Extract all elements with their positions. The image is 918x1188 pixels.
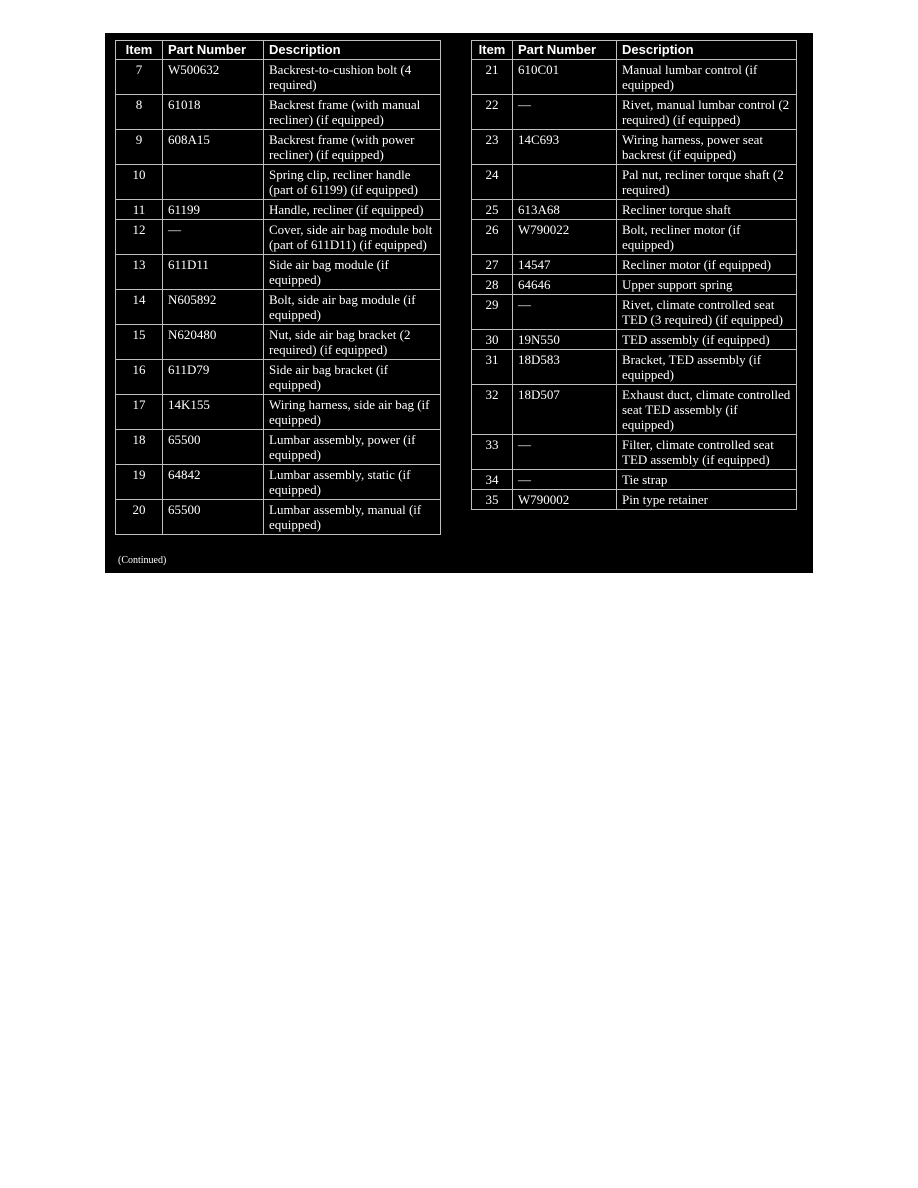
table-header-row (472, 41, 797, 60)
table-row (472, 350, 797, 385)
part-number-cell: W790002 (513, 490, 617, 510)
description-cell: Pal nut, recliner torque shaft (2 required) (617, 165, 797, 200)
table-row (472, 435, 797, 470)
item-cell: 28 (472, 275, 513, 295)
item-cell: 11 (116, 200, 163, 220)
part-number-cell: 14C693 (513, 130, 617, 165)
parts-table-right (471, 40, 797, 510)
item-cell: 19 (116, 465, 163, 500)
description-cell: Recliner torque shaft (617, 200, 797, 220)
table-row (472, 220, 797, 255)
table-row (116, 255, 441, 290)
description-cell: Handle, recliner (if equipped) (264, 200, 441, 220)
part-number-cell: — (513, 95, 617, 130)
item-cell: 9 (116, 130, 163, 165)
description-cell: Backrest frame (with manual recliner) (if equipped) (264, 95, 441, 130)
description-cell: Lumbar assembly, static (if equipped) (264, 465, 441, 500)
part-number-cell: 14K155 (163, 395, 264, 430)
part-number-cell: — (513, 435, 617, 470)
table-row (472, 130, 797, 165)
item-cell: 21 (472, 60, 513, 95)
item-cell: 34 (472, 470, 513, 490)
table-row (472, 470, 797, 490)
table-row (116, 465, 441, 500)
item-cell: 31 (472, 350, 513, 385)
parts-table-left (115, 40, 441, 535)
description-cell: Filter, climate controlled seat TED assembly (if equipped) (617, 435, 797, 470)
description-cell: Bolt, recliner motor (if equipped) (617, 220, 797, 255)
table-row (472, 295, 797, 330)
description-cell: Lumbar assembly, manual (if equipped) (264, 500, 441, 535)
table-row (116, 430, 441, 465)
table-header-row (116, 41, 441, 60)
part-number-cell (163, 165, 264, 200)
item-cell: 27 (472, 255, 513, 275)
item-cell: 13 (116, 255, 163, 290)
table-row (116, 290, 441, 325)
item-cell: 10 (116, 165, 163, 200)
part-number-cell: W790022 (513, 220, 617, 255)
part-number-cell: 14547 (513, 255, 617, 275)
part-number-cell: 18D583 (513, 350, 617, 385)
item-cell: 35 (472, 490, 513, 510)
description-cell: Backrest frame (with power recliner) (if equipped) (264, 130, 441, 165)
table-row (116, 95, 441, 130)
part-number-column-header: Part Number (513, 41, 617, 60)
part-number-cell: 611D79 (163, 360, 264, 395)
part-number-cell: 65500 (163, 500, 264, 535)
description-cell: Spring clip, recliner handle (part of 61199) (if equipped) (264, 165, 441, 200)
part-number-cell: 610C01 (513, 60, 617, 95)
parts-table-image (105, 33, 813, 573)
part-number-cell: 608A15 (163, 130, 264, 165)
description-column-header: Description (264, 41, 441, 60)
item-cell: 18 (116, 430, 163, 465)
table-row (116, 395, 441, 430)
description-cell: Rivet, climate controlled seat TED (3 required) (if equipped) (617, 295, 797, 330)
table-row (472, 490, 797, 510)
description-cell: Upper support spring (617, 275, 797, 295)
description-cell: Wiring harness, side air bag (if equipped) (264, 395, 441, 430)
part-number-cell: 61199 (163, 200, 264, 220)
description-cell: TED assembly (if equipped) (617, 330, 797, 350)
description-cell: Side air bag module (if equipped) (264, 255, 441, 290)
item-cell: 26 (472, 220, 513, 255)
part-number-cell: 65500 (163, 430, 264, 465)
description-cell: Recliner motor (if equipped) (617, 255, 797, 275)
item-cell: 29 (472, 295, 513, 330)
description-cell: Bolt, side air bag module (if equipped) (264, 290, 441, 325)
part-number-cell: 18D507 (513, 385, 617, 435)
item-cell: 20 (116, 500, 163, 535)
description-cell: Pin type retainer (617, 490, 797, 510)
table-row (116, 60, 441, 95)
part-number-column-header: Part Number (163, 41, 264, 60)
part-number-cell: 611D11 (163, 255, 264, 290)
description-cell: Tie strap (617, 470, 797, 490)
item-cell: 15 (116, 325, 163, 360)
table-row (116, 200, 441, 220)
item-cell: 7 (116, 60, 163, 95)
part-number-cell: — (163, 220, 264, 255)
table-row (116, 500, 441, 535)
item-cell: 8 (116, 95, 163, 130)
part-number-cell: 19N550 (513, 330, 617, 350)
table-row (472, 330, 797, 350)
item-column-header: Item (472, 41, 513, 60)
table-row (472, 255, 797, 275)
part-number-cell: 613A68 (513, 200, 617, 220)
item-cell: 12 (116, 220, 163, 255)
part-number-cell: — (513, 295, 617, 330)
table-row (472, 200, 797, 220)
item-cell: 17 (116, 395, 163, 430)
table-row (472, 165, 797, 200)
item-column-header: Item (116, 41, 163, 60)
part-number-cell: 64646 (513, 275, 617, 295)
description-cell: Rivet, manual lumbar control (2 required) (if equipped) (617, 95, 797, 130)
description-cell: Side air bag bracket (if equipped) (264, 360, 441, 395)
item-cell: 23 (472, 130, 513, 165)
item-cell: 14 (116, 290, 163, 325)
part-number-cell: — (513, 470, 617, 490)
description-cell: Nut, side air bag bracket (2 required) (if equipped) (264, 325, 441, 360)
table-row (472, 385, 797, 435)
item-cell: 24 (472, 165, 513, 200)
description-column-header: Description (617, 41, 797, 60)
part-number-cell (513, 165, 617, 200)
table-row (116, 165, 441, 200)
description-cell: Lumbar assembly, power (if equipped) (264, 430, 441, 465)
table-row (472, 95, 797, 130)
description-cell: Cover, side air bag module bolt (part of 611D11) (if equipped) (264, 220, 441, 255)
part-number-cell: 64842 (163, 465, 264, 500)
item-cell: 30 (472, 330, 513, 350)
table-row (116, 130, 441, 165)
table-row (116, 220, 441, 255)
table-row (472, 275, 797, 295)
part-number-cell: N620480 (163, 325, 264, 360)
continued-note: (Continued) (118, 555, 167, 566)
part-number-cell: W500632 (163, 60, 264, 95)
part-number-cell: N605892 (163, 290, 264, 325)
item-cell: 16 (116, 360, 163, 395)
item-cell: 33 (472, 435, 513, 470)
item-cell: 32 (472, 385, 513, 435)
table-row (472, 60, 797, 95)
item-cell: 25 (472, 200, 513, 220)
description-cell: Wiring harness, power seat backrest (if equipped) (617, 130, 797, 165)
item-cell: 22 (472, 95, 513, 130)
table-row (116, 360, 441, 395)
table-row (116, 325, 441, 360)
part-number-cell: 61018 (163, 95, 264, 130)
description-cell: Manual lumbar control (if equipped) (617, 60, 797, 95)
description-cell: Backrest-to-cushion bolt (4 required) (264, 60, 441, 95)
description-cell: Exhaust duct, climate controlled seat TED assembly (if equipped) (617, 385, 797, 435)
description-cell: Bracket, TED assembly (if equipped) (617, 350, 797, 385)
